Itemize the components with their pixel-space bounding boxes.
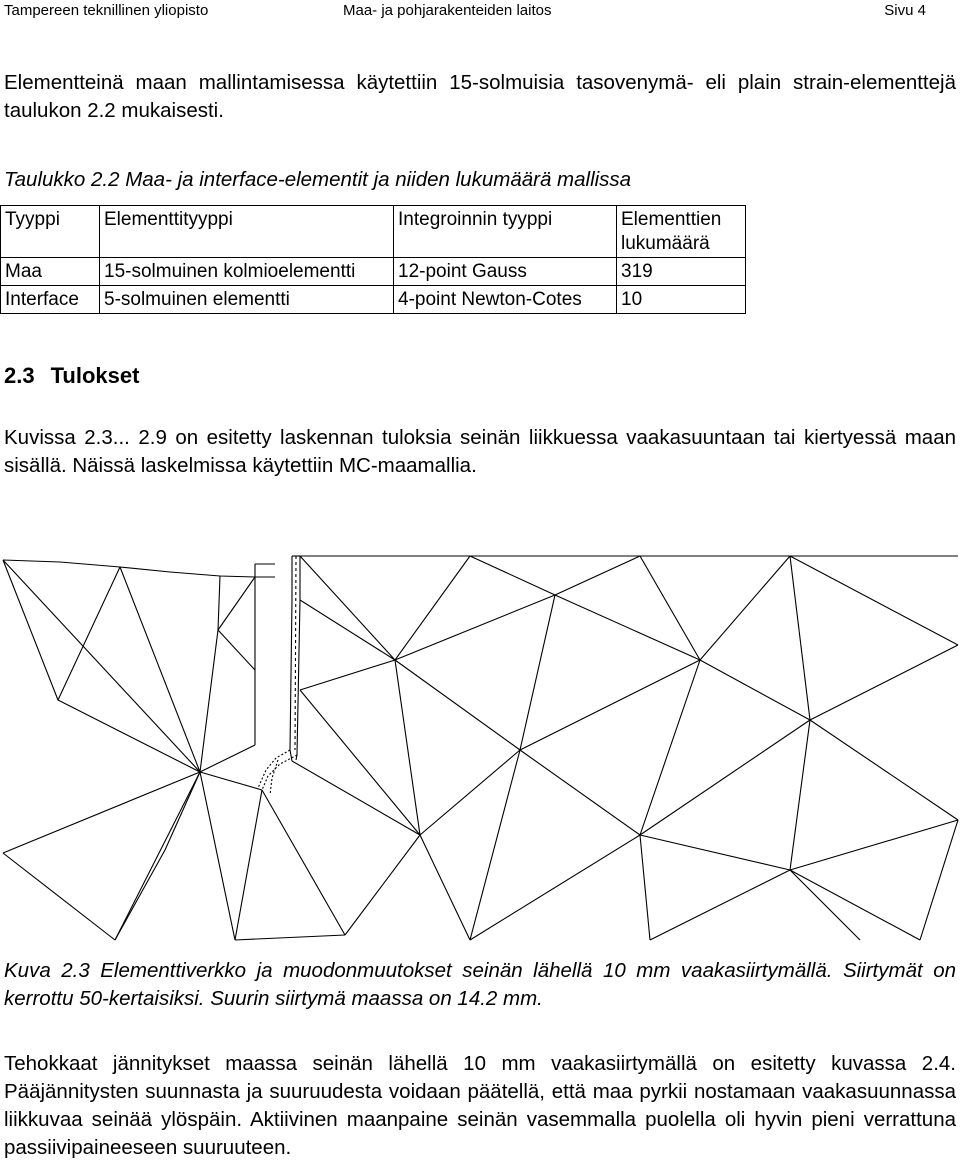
table-header-cell: Tyyppi <box>1 206 100 258</box>
ground-surface-line <box>3 560 275 577</box>
section-number: 2.3 <box>4 363 35 388</box>
table-cell: Interface <box>1 286 100 314</box>
element-mesh-figure <box>0 550 960 942</box>
element-table <box>0 205 746 314</box>
table-cell: 4-point Newton-Cotes <box>394 286 617 314</box>
table-cell: 319 <box>617 258 746 286</box>
table-header-cell: Elementtityyppi <box>100 206 394 258</box>
figure-caption: Kuva 2.3 Elementtiverkko ja muodonmuutokset seinän lähellä 10 mm vaakasiirtymällä. Siirtymät on kerrottu 50-kertaisiksi. Suurin siirtymä maassa on 14.2 mm. <box>4 959 956 1010</box>
mesh-lines <box>3 556 958 940</box>
intro-paragraph: Elementteinä maan mallintamisessa käytettiin 15-solmuisia tasovenymä- eli plain strain-elementtejä taulukon 2.2 mukaisesti. <box>4 71 956 122</box>
table-row <box>1 286 746 314</box>
results-paragraph: Kuvissa 2.3... 2.9 on esitetty laskennan tuloksia seinän liikkuessa vaakasuuntaan tai kiertyessä maan sisällä. Näissä laskelmissa käytettiin MC-maamallia. <box>4 426 956 477</box>
section-title: Tulokset <box>50 363 140 388</box>
header-right: Sivu 4 <box>884 2 926 19</box>
header-left: Tampereen teknillinen yliopisto <box>4 2 209 19</box>
table-caption: Taulukko 2.2 Maa- ja interface-elementit ja niiden lukumäärä mallissa <box>4 168 632 191</box>
header-center: Maa- ja pohjarakenteiden laitos <box>343 2 552 19</box>
table-cell: 10 <box>617 286 746 314</box>
table-header-row <box>1 206 746 258</box>
table-cell: Maa <box>1 258 100 286</box>
retaining-wall <box>255 556 300 761</box>
section-heading <box>4 362 139 390</box>
table-header-cell: Elementtien lukumäärä <box>617 206 746 258</box>
table-cell: 5-solmuinen elementti <box>100 286 394 314</box>
table-header-cell: Integroinnin tyyppi <box>394 206 617 258</box>
table-cell: 12-point Gauss <box>394 258 617 286</box>
table-row <box>1 258 746 286</box>
table-cell: 15-solmuinen kolmioelementti <box>100 258 394 286</box>
closing-paragraph: Tehokkaat jännitykset maassa seinän lähellä 10 mm vaakasiirtymällä on esitetty kuvassa 2.4. Pääjännitysten suunnasta ja suuruudesta voidaan päätellä, että maa pyrkii nostamaan vaakasuunnassa liikkuvaa seinää ylöspäin. Aktiivinen maanpaine seinän vasemmalla puolella oli hyvin pieni verrattuna passiivipaineeseen suuruuteen. <box>4 1052 956 1159</box>
